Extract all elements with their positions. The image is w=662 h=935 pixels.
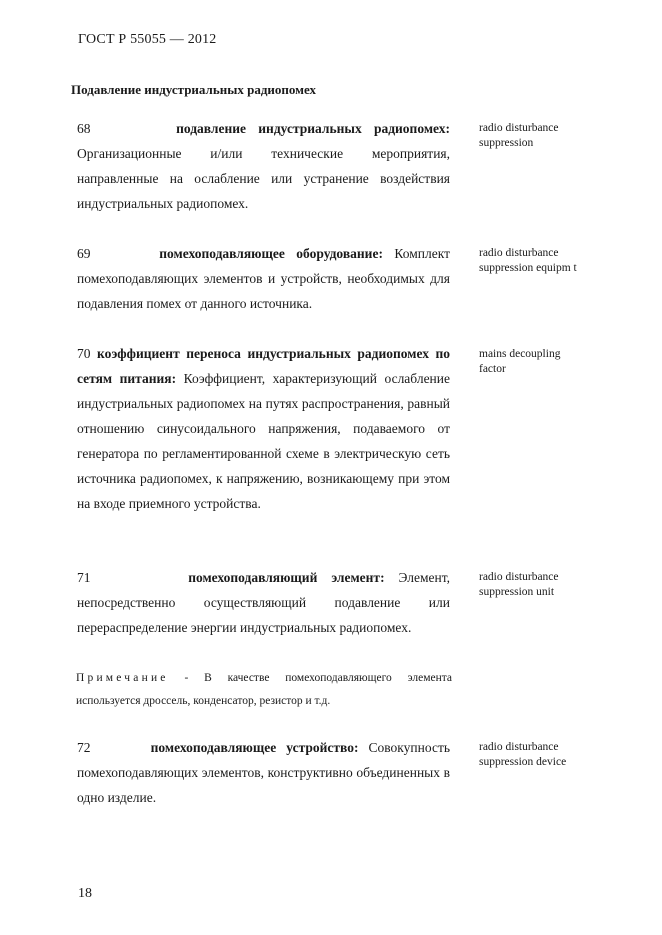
term-name: коэффициент переноса индустриальных радиопомех по сетям питания:: [77, 346, 450, 386]
term-number: 71: [77, 570, 91, 585]
term-entry-72: [77, 735, 450, 810]
note-text: - В качестве помехоподавляющего элемента используется дроссель, конденсатор, резистор и т.д.: [76, 672, 452, 707]
term-definition: Элемент, непосредственно осуществляющий подавление или перераспределение энергии индустриальных радиопомех.: [77, 570, 451, 635]
term-english-70: mains decoupling factor: [479, 348, 561, 375]
term-definition: Организационные и/или технические мероприятия, направленные на ослабление или устранение воздействия индустриальных радиопомех.: [77, 146, 450, 211]
term-entry-70: [77, 341, 450, 516]
term-definition: Коэффициент, характеризующий ослабление индустриальных радиопомех на путях распространения, равный отношению синусоидального напряжения, подаваемого от генератора по регламентированной схеме в электрическую сеть источника радиопомех, к напряжению, возникающему при этом на входе приемного устройства.: [77, 371, 450, 511]
term-name: помехоподавляющее устройство:: [150, 740, 359, 755]
term-number: 72: [77, 740, 91, 755]
term-english-68: radio disturbance suppression: [479, 122, 559, 149]
term-number: 69: [77, 246, 91, 261]
term-name: помехоподавляющий элемент:: [188, 570, 385, 585]
note: [76, 667, 452, 713]
term-entry-69: [77, 241, 450, 316]
term-number: 68: [77, 121, 91, 136]
document-header: ГОСТ Р 55055 — 2012: [78, 32, 217, 47]
page-number: 18: [78, 886, 92, 901]
term-definition: Совокупность помехоподавляющих элементов, конструктивно объединенных в одно изделие.: [77, 740, 451, 805]
term-english-71: radio disturbance suppression unit: [479, 571, 559, 598]
term-entry-71: [77, 565, 450, 640]
term-english-72: radio disturbance suppression device: [479, 741, 567, 768]
term-name: помехоподавляющее оборудование:: [159, 246, 383, 261]
term-name: подавление индустриальных радиопомех:: [176, 121, 450, 136]
term-english-69: radio disturbance suppression equipm t: [479, 247, 577, 274]
section-title: Подавление индустриальных радиопомех: [71, 82, 316, 97]
term-definition: Комплект помехоподавляющих элементов и устройств, необходимых для подавления помех от данного источника.: [77, 246, 451, 311]
note-label: Примечание: [76, 672, 169, 684]
term-entry-68: [77, 116, 450, 216]
term-number: 70: [77, 346, 91, 361]
